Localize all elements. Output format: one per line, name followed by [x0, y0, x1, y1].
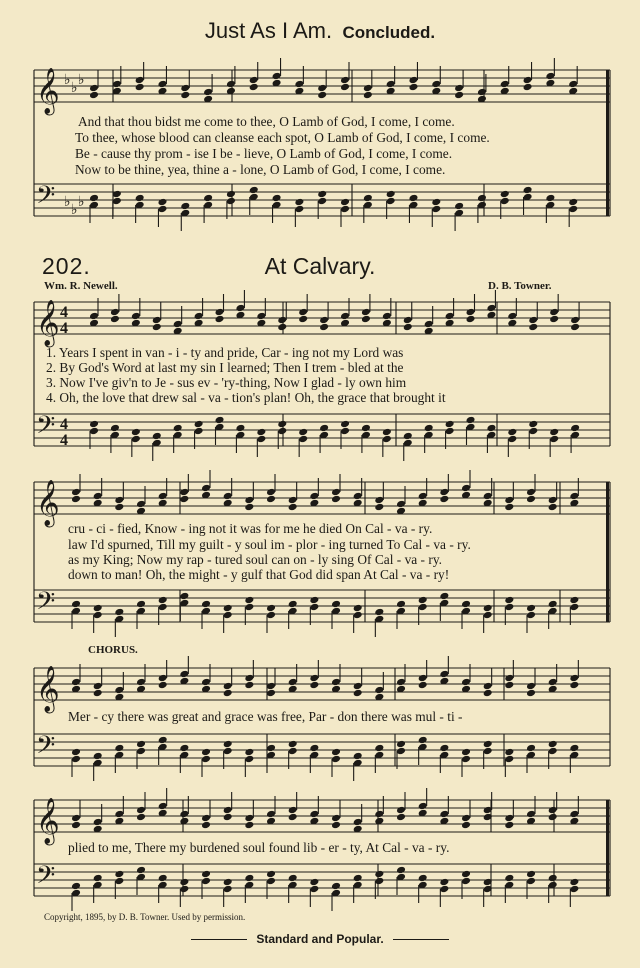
- note-head: [223, 878, 233, 887]
- verse-2-line-a: 2. By God's Word at last my sin I learned; Then I trem - bled at the: [46, 360, 404, 375]
- note-head: [486, 424, 496, 433]
- note-head: [215, 315, 225, 324]
- note-head: [396, 813, 406, 822]
- note-head: [180, 91, 190, 100]
- note-head: [408, 194, 418, 203]
- note-head: [179, 592, 189, 601]
- footer-rule-left: [191, 939, 247, 940]
- note-head: [408, 83, 418, 92]
- note-head: [244, 596, 254, 605]
- note-head: [201, 821, 211, 830]
- verse-4-line-b: down to man! Oh, the might - y gulf that God did span At Cal - va - ry!: [68, 567, 450, 582]
- note-head: [568, 198, 578, 207]
- note-head: [203, 194, 213, 203]
- note-head: [374, 503, 384, 512]
- note-head: [528, 323, 538, 332]
- note-head: [548, 740, 558, 749]
- note-head: [504, 748, 514, 757]
- note-head: [528, 420, 538, 429]
- note-head: [173, 424, 183, 433]
- note-head: [403, 323, 413, 332]
- note-head: [504, 821, 514, 830]
- note-head: [288, 874, 298, 883]
- note-head: [424, 424, 434, 433]
- note-head: [569, 596, 579, 605]
- note-head: [374, 608, 384, 617]
- note-head: [266, 495, 276, 504]
- note-head: [418, 681, 428, 690]
- note-head: [548, 503, 558, 512]
- note-head: [158, 681, 168, 690]
- verse-1-line-b: cru - ci - fied, Know - ing not it was for me he died On Cal - va - ry.: [68, 521, 433, 536]
- note-head: [507, 428, 517, 437]
- note-head: [353, 874, 363, 883]
- final-barline: [606, 800, 609, 896]
- note-head: [244, 681, 254, 690]
- note-head: [288, 740, 298, 749]
- verse-2-line-b: law I'd spurned, Till my guilt - y soul im - plor - ing turned To Cal - va - ry.: [68, 537, 471, 552]
- verse-1-line-a: 1. Years I spent in van - i - ty and pride, Car - ing not my Lord was: [46, 345, 404, 360]
- note-head: [569, 744, 579, 753]
- note-head: [114, 503, 124, 512]
- note-head: [361, 315, 371, 324]
- bass-clef-icon: 𝄢: [36, 587, 56, 622]
- note-head: [71, 748, 81, 757]
- note-head: [461, 748, 471, 757]
- note-head: [569, 878, 579, 887]
- note-head: [244, 748, 254, 757]
- note-head: [135, 83, 145, 92]
- note-head: [93, 874, 103, 883]
- hymn-author: Wm. R. Newell.: [44, 280, 118, 292]
- note-head: [223, 604, 233, 613]
- note-head: [331, 882, 341, 891]
- note-head: [331, 600, 341, 609]
- hymn-title: At Calvary.: [264, 253, 376, 279]
- final-barline: [606, 70, 609, 216]
- note-head: [93, 752, 103, 761]
- verse-3-line-a: 3. Now I've giv'n to Je - sus ev - 'ry-thing, Now I glad - ly own him: [46, 375, 407, 390]
- note-head: [201, 600, 211, 609]
- note-head: [418, 736, 428, 745]
- note-head: [114, 744, 124, 753]
- hymn-composer: D. B. Towner.: [488, 280, 552, 292]
- note-head: [71, 495, 81, 504]
- note-head: [89, 420, 99, 429]
- note-head: [353, 689, 363, 698]
- note-head: [396, 866, 406, 875]
- page-footer: [0, 932, 640, 946]
- note-head: [136, 600, 146, 609]
- chorus-line-2: plied to me, There my burdened soul found lib - er - ty, At Cal - va - ry.: [68, 840, 450, 855]
- note-head: [454, 202, 464, 211]
- note-head: [331, 821, 341, 830]
- note-head: [201, 870, 211, 879]
- note-head: [277, 420, 287, 429]
- bass-clef-icon: 𝄢: [36, 411, 56, 446]
- treble-clef-icon: 𝄞: [36, 68, 60, 114]
- note-head: [131, 428, 141, 437]
- note-head: [223, 689, 233, 698]
- note-head: [331, 748, 341, 757]
- note-head: [504, 874, 514, 883]
- note-head: [570, 323, 580, 332]
- note-head: [439, 744, 449, 753]
- note-head: [319, 424, 329, 433]
- note-head: [244, 821, 254, 830]
- note-head: [158, 596, 168, 605]
- flat-icon: ♭: [71, 202, 78, 218]
- note-head: [158, 736, 168, 745]
- note-head: [548, 600, 558, 609]
- note-head: [201, 748, 211, 757]
- note-head: [294, 198, 304, 207]
- note-head: [526, 495, 536, 504]
- note-head: [569, 681, 579, 690]
- note-head: [288, 600, 298, 609]
- note-head: [93, 604, 103, 613]
- verse-3-line-b: as my King; Now my rap - tured soul can on - ly sing Of Cal - va - ry.: [68, 552, 442, 567]
- top-verse-line-1: And that thou bidst me come to thee, O Lamb of God, I come, I come.: [78, 114, 455, 129]
- note-head: [353, 752, 363, 761]
- note-head: [526, 744, 536, 753]
- note-head: [157, 198, 167, 207]
- note-head: [298, 428, 308, 437]
- note-head: [483, 740, 493, 749]
- note-head: [431, 198, 441, 207]
- note-head: [523, 83, 533, 92]
- note-head: [570, 424, 580, 433]
- final-barline: [606, 482, 609, 622]
- note-head: [317, 190, 327, 199]
- copyright-notice: Copyright, 1895, by D. B. Towner. Used by permission.: [44, 912, 246, 922]
- note-head: [382, 428, 392, 437]
- note-head: [256, 428, 266, 437]
- note-head: [386, 190, 396, 199]
- note-head: [89, 194, 99, 203]
- note-head: [439, 592, 449, 601]
- note-head: [526, 689, 536, 698]
- note-head: [180, 202, 190, 211]
- note-head: [110, 315, 120, 324]
- flat-icon: ♭: [64, 72, 71, 88]
- note-head: [152, 323, 162, 332]
- note-head: [504, 681, 514, 690]
- note-head: [439, 495, 449, 504]
- note-head: [136, 740, 146, 749]
- note-head: [71, 600, 81, 609]
- note-head: [266, 870, 276, 879]
- note-head: [223, 813, 233, 822]
- note-head: [226, 190, 236, 199]
- note-head: [466, 416, 476, 425]
- note-head: [461, 600, 471, 609]
- time-signature-top: 4: [60, 304, 68, 321]
- note-head: [340, 83, 350, 92]
- note-heads: [71, 58, 580, 911]
- note-head: [353, 604, 363, 613]
- flat-icon: ♭: [71, 80, 78, 96]
- note-head: [483, 689, 493, 698]
- treble-clef-icon: 𝄞: [36, 300, 60, 346]
- treble-clef-icon: 𝄞: [36, 798, 60, 844]
- note-head: [135, 194, 145, 203]
- note-head: [158, 874, 168, 883]
- note-head: [454, 91, 464, 100]
- top-verse-line-3: Be - cause thy prom - ise I be - lieve, O Lamb of God, I come, I come.: [75, 146, 453, 161]
- note-head: [396, 600, 406, 609]
- note-head: [523, 186, 533, 195]
- note-head: [309, 878, 319, 887]
- flat-icon: ♭: [78, 72, 85, 88]
- chorus-line-1: Mer - cy there was great and grace was free, Par - don there was mul - ti -: [68, 709, 463, 724]
- note-head: [136, 866, 146, 875]
- flat-icon: ♭: [64, 194, 71, 210]
- note-head: [461, 870, 471, 879]
- note-head: [466, 315, 476, 324]
- footer-text: Standard and Popular.: [256, 932, 384, 946]
- time-signature-bottom: 4: [60, 432, 68, 449]
- time-signature-top: 4: [60, 416, 68, 433]
- note-head: [136, 813, 146, 822]
- top-verse-line-4: Now to be thine, yea, thine a - lone, O Lamb of God, I come, I come.: [75, 162, 446, 177]
- note-head: [179, 878, 189, 887]
- note-head: [89, 91, 99, 100]
- note-head: [445, 420, 455, 429]
- note-head: [223, 740, 233, 749]
- top-hymn-main-title: Just As I Am.: [204, 18, 333, 43]
- note-head: [331, 495, 341, 504]
- note-head: [152, 432, 162, 441]
- note-head: [319, 323, 329, 332]
- bass-clef-icon: 𝄢: [36, 861, 56, 896]
- top-hymn-title: [0, 18, 640, 44]
- note-head: [418, 596, 428, 605]
- hymn-number: 202.: [42, 253, 91, 279]
- note-head: [93, 689, 103, 698]
- note-head: [461, 821, 471, 830]
- bass-clef-icon: 𝄢: [36, 181, 56, 216]
- note-head: [340, 198, 350, 207]
- note-head: [548, 874, 558, 883]
- note-head: [249, 83, 259, 92]
- footer-rule-right: [393, 939, 449, 940]
- note-head: [548, 813, 558, 822]
- note-head: [363, 91, 373, 100]
- note-head: [526, 870, 536, 879]
- treble-clef-icon: 𝄞: [36, 666, 60, 712]
- note-head: [244, 503, 254, 512]
- bass-clef-icon: 𝄢: [36, 731, 56, 766]
- note-head: [215, 416, 225, 425]
- treble-clef-icon: 𝄞: [36, 480, 60, 526]
- time-signature-bottom: 4: [60, 320, 68, 337]
- note-head: [418, 874, 428, 883]
- note-head: [374, 744, 384, 753]
- note-head: [288, 813, 298, 822]
- note-head: [396, 740, 406, 749]
- note-head: [545, 194, 555, 203]
- top-verse-line-2: To thee, whose blood can cleanse each spot, O Lamb of God, I come, I come.: [75, 130, 490, 145]
- note-head: [266, 604, 276, 613]
- note-head: [179, 495, 189, 504]
- note-head: [504, 503, 514, 512]
- verse-4-line-a: 4. Oh, the love that drew sal - va - tion's plan! Oh, the grace that brought it: [46, 390, 446, 405]
- note-head: [363, 194, 373, 203]
- note-head: [483, 604, 493, 613]
- note-head: [114, 870, 124, 879]
- note-head: [244, 874, 254, 883]
- chorus-label: CHORUS.: [88, 644, 138, 656]
- note-head: [526, 604, 536, 613]
- note-head: [361, 424, 371, 433]
- note-head: [71, 821, 81, 830]
- note-head: [549, 315, 559, 324]
- note-head: [309, 681, 319, 690]
- note-head: [288, 503, 298, 512]
- note-head: [298, 315, 308, 324]
- flat-icon: ♭: [78, 194, 85, 210]
- note-head: [110, 424, 120, 433]
- note-head: [439, 878, 449, 887]
- note-head: [272, 194, 282, 203]
- note-head: [500, 190, 510, 199]
- note-head: [249, 186, 259, 195]
- top-hymn-subtitle: Concluded.: [342, 23, 436, 42]
- note-head: [309, 744, 319, 753]
- note-head: [235, 424, 245, 433]
- note-head: [549, 428, 559, 437]
- note-head: [277, 323, 287, 332]
- note-head: [194, 420, 204, 429]
- note-head: [340, 420, 350, 429]
- note-head: [179, 744, 189, 753]
- note-head: [504, 596, 514, 605]
- note-head: [317, 91, 327, 100]
- note-head: [71, 882, 81, 891]
- note-head: [403, 432, 413, 441]
- note-head: [374, 870, 384, 879]
- note-head: [309, 596, 319, 605]
- note-head: [477, 194, 487, 203]
- note-head: [114, 608, 124, 617]
